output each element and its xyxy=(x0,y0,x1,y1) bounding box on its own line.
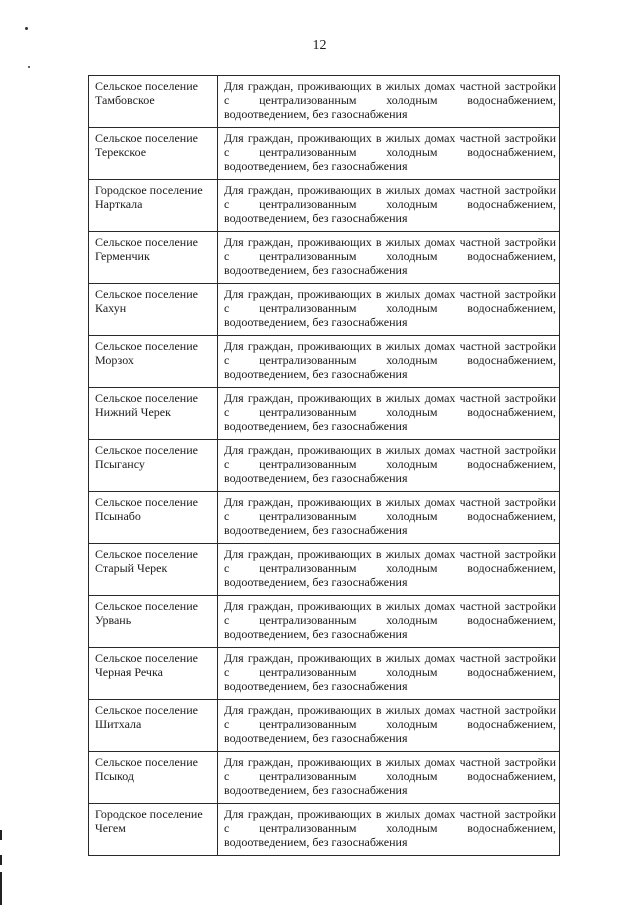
settlement-name-cell: Сельское поселение Старый Черек xyxy=(89,544,218,596)
settlement-name-cell: Сельское поселение Тамбовское xyxy=(89,76,218,128)
settlement-name-cell: Сельское поселение Псынабо xyxy=(89,492,218,544)
settlement-name-cell: Сельское поселение Псыкод xyxy=(89,752,218,804)
table-row xyxy=(89,648,560,700)
category-description-cell: Для граждан, проживающих в жилых домах частной застройки с централизованным холодным водоснабжением, водоотведением, без газоснабжения xyxy=(218,284,560,336)
table-row xyxy=(89,232,560,284)
category-description-cell: Для граждан, проживающих в жилых домах частной застройки с централизованным холодным водоснабжением, водоотведением, без газоснабжения xyxy=(218,752,560,804)
table-row xyxy=(89,180,560,232)
category-description-cell: Для граждан, проживающих в жилых домах частной застройки с централизованным холодным водоснабжением, водоотведением, без газоснабжения xyxy=(218,128,560,180)
category-description-cell: Для граждан, проживающих в жилых домах частной застройки с централизованным холодным водоснабжением, водоотведением, без газоснабжения xyxy=(218,492,560,544)
scan-edge-mark xyxy=(0,855,2,865)
settlement-name-cell: Сельское поселение Герменчик xyxy=(89,232,218,284)
settlement-name-cell: Сельское поселение Псыгансу xyxy=(89,440,218,492)
category-description-cell: Для граждан, проживающих в жилых домах частной застройки с централизованным холодным водоснабжением, водоотведением, без газоснабжения xyxy=(218,804,560,856)
settlement-name-cell: Сельское поселение Шитхала xyxy=(89,700,218,752)
norms-table-body xyxy=(89,76,560,856)
scan-edge-mark xyxy=(0,872,2,905)
table-row xyxy=(89,804,560,856)
category-description-cell: Для граждан, проживающих в жилых домах частной застройки с централизованным холодным водоснабжением, водоотведением, без газоснабжения xyxy=(218,440,560,492)
category-description-cell: Для граждан, проживающих в жилых домах частной застройки с централизованным холодным водоснабжением, водоотведением, без газоснабжения xyxy=(218,180,560,232)
settlement-name-cell: Сельское поселение Урвань xyxy=(89,596,218,648)
table-row xyxy=(89,544,560,596)
category-description-cell: Для граждан, проживающих в жилых домах частной застройки с централизованным холодным водоснабжением, водоотведением, без газоснабжения xyxy=(218,76,560,128)
scan-speck xyxy=(25,27,28,30)
settlement-name-cell: Городское поселение Чегем xyxy=(89,804,218,856)
settlement-name-cell: Сельское поселение Морзох xyxy=(89,336,218,388)
table-row xyxy=(89,76,560,128)
table-row xyxy=(89,700,560,752)
category-description-cell: Для граждан, проживающих в жилых домах частной застройки с централизованным холодным водоснабжением, водоотведением, без газоснабжения xyxy=(218,388,560,440)
table-row xyxy=(89,388,560,440)
category-description-cell: Для граждан, проживающих в жилых домах частной застройки с централизованным холодным водоснабжением, водоотведением, без газоснабжения xyxy=(218,544,560,596)
table-row xyxy=(89,128,560,180)
settlement-name-cell: Сельское поселение Кахун xyxy=(89,284,218,336)
category-description-cell: Для граждан, проживающих в жилых домах частной застройки с централизованным холодным водоснабжением, водоотведением, без газоснабжения xyxy=(218,336,560,388)
table-row xyxy=(89,336,560,388)
category-description-cell: Для граждан, проживающих в жилых домах частной застройки с централизованным холодным водоснабжением, водоотведением, без газоснабжения xyxy=(218,232,560,284)
category-description-cell: Для граждан, проживающих в жилых домах частной застройки с централизованным холодным водоснабжением, водоотведением, без газоснабжения xyxy=(218,700,560,752)
category-description-cell: Для граждан, проживающих в жилых домах частной застройки с централизованным холодным водоснабжением, водоотведением, без газоснабжения xyxy=(218,596,560,648)
settlement-name-cell: Сельское поселение Терекское xyxy=(89,128,218,180)
settlement-name-cell: Сельское поселение Нижний Черек xyxy=(89,388,218,440)
table-row xyxy=(89,752,560,804)
category-description-cell: Для граждан, проживающих в жилых домах частной застройки с централизованным холодным водоснабжением, водоотведением, без газоснабжения xyxy=(218,648,560,700)
table-row xyxy=(89,440,560,492)
scan-speck xyxy=(28,66,30,68)
scan-edge-mark xyxy=(0,830,2,840)
table-row xyxy=(89,492,560,544)
settlement-name-cell: Сельское поселение Черная Речка xyxy=(89,648,218,700)
table-row xyxy=(89,596,560,648)
norms-table xyxy=(88,75,560,856)
page-number: 12 xyxy=(312,38,327,53)
table-row xyxy=(89,284,560,336)
settlement-name-cell: Городское поселение Нарткала xyxy=(89,180,218,232)
